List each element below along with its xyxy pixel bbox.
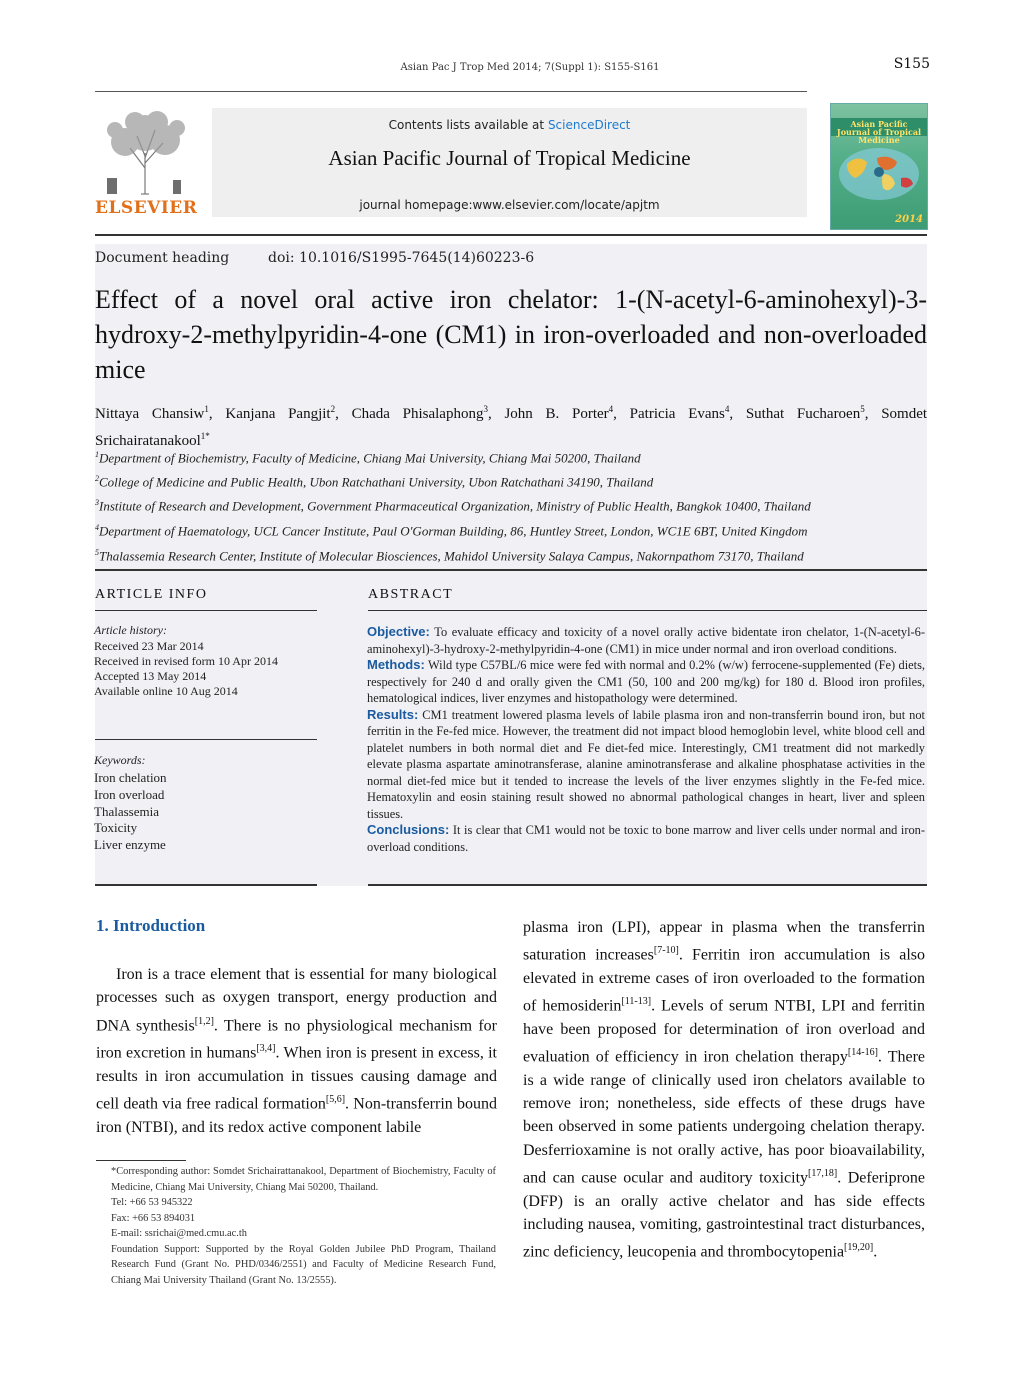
abstract-methods [367, 657, 925, 707]
affiliation [95, 474, 653, 490]
citation-ref[interactable]: [7-10] [653, 945, 679, 957]
intro-column-2 [523, 916, 925, 1264]
affiliation-text: Institute of Research and Development, Government Pharmaceutical Organization, Ministry of Public Health, Bangkok 10400, Thailand [99, 498, 811, 514]
author: Chada Phisalaphong [351, 406, 484, 422]
divider [95, 610, 317, 611]
citation-ref[interactable]: [1,2] [194, 1015, 214, 1027]
results-text: CM1 treatment lowered plasma levels of labile plasma iron and non-transferrin bound iron, but not ferritin in the Fe-fed mice. However, the treatment did not impact blood hemoglobin level, white blood cell and platelet numbers in both normal diet and Fe diet-fed mice. Interestingly, CM1 treatment did not markedly elevate plasma aspartate aminotransferase, alanine aminotransferase and alkaline phosphatase activities in the normal diet-fed mice but it tended to increase the levels of the liver enzymes slightly in the Fe-fed mice. Hematoxylin and eosin staining result showed no abnormal pathological changes in heart, liver and spleen tissues. [367, 707, 925, 821]
author: John B. Porter [504, 406, 609, 422]
doi[interactable]: doi: 10.1016/S1995-7645(14)60223-6 [268, 250, 535, 266]
affiliation-sup: 2 [95, 474, 99, 483]
keyword: Thalassemia [94, 804, 159, 819]
text-run: . Ferritin iron accumulation is also elevated in extreme cases of iron overloaded to the formation of hemosiderin [523, 946, 925, 1015]
email[interactable]: E-mail: ssrichai@med.cmu.ac.th [111, 1228, 247, 1239]
results-label: Results: [367, 706, 419, 722]
keyword: Liver enzyme [94, 837, 166, 852]
citation-ref[interactable]: [14-16] [847, 1047, 878, 1059]
author-sup: 1 [204, 404, 209, 414]
intro-column-1 [96, 963, 497, 1139]
divider [95, 569, 927, 571]
conclusions-label: Conclusions: [367, 822, 450, 837]
divider [95, 884, 317, 886]
affiliation [95, 450, 641, 466]
text-run: . When iron is present in excess, it results in iron accumulation in tissues causing damage and cell death via free radical formation [96, 1044, 497, 1113]
author: Patricia Evans [629, 406, 725, 422]
fax: Fax: +66 53 894031 [111, 1212, 196, 1224]
world-map-icon [837, 144, 921, 204]
divider [95, 91, 807, 92]
affiliation [95, 523, 807, 539]
text-run: . There is no physiological mechanism for iron excretion in humans [96, 1016, 498, 1062]
author: Somdet Srichairatanakool [95, 406, 928, 449]
abstract-results [367, 707, 925, 823]
author: Kanjana Pangjit [225, 406, 331, 422]
divider [95, 234, 927, 236]
elsevier-wordmark: ELSEVIER [95, 198, 198, 218]
journal-homepage[interactable]: journal homepage:www.elsevier.com/locate/apjtm [359, 198, 660, 212]
affiliation-text: Department of Haematology, UCL Cancer Institute, Paul O'Gorman Building, 86, Huntley Street, London, WC1E 6BT, United Kingdom [99, 523, 808, 539]
cover-year: 2014 [895, 214, 923, 225]
objective-label: Objective: [367, 624, 430, 639]
funding: Foundation Support: Supported by the Royal Golden Jubilee PhD Program, Thailand Research Fund (Grant No. PHD/0346/2551) and Faculty of Medicine Research Fund, Chiang Mai University Thailand (Grant No. 13/2555). [111, 1243, 496, 1286]
abstract-heading: ABSTRACT [368, 587, 454, 602]
methods-text: Wild type C57BL/6 mice were fed with normal and 0.2% (w/w) ferrocene-supplemented (Fe) diets, respectively for 240 d and orally given the CM1 (50, 100 and 200 mg/kg) for 180 d. Blood iron profiles, hematological indices, liver enzymes and histopathology were determined. [367, 658, 925, 705]
citation-ref[interactable]: [5,6] [325, 1094, 346, 1106]
keywords-label: Keywords: [94, 753, 146, 767]
article-info-heading: ARTICLE INFO [95, 587, 208, 602]
author-sup: 4 [608, 404, 614, 414]
history-label: Article history: [94, 623, 167, 637]
affiliation-sup: 5 [95, 548, 99, 557]
affiliation-sup: 1 [95, 450, 99, 459]
contents-prefix: Contents lists available at [388, 118, 548, 132]
affiliation-text: Thalassemia Research Center, Institute of Molecular Biosciences, Mahidol University Salaya Campus, Nakornpathom 73170, Thailand [99, 548, 804, 564]
text-run: . There is a wide range of clinically used iron chelators available to remove iron; nonetheless, side effects of these drugs have been observed in some patients undergoing chelation therapy. Desferrioxamine is not orally active, has poor bioavailability, and can cause ocular and auditory toxicity [523, 1048, 926, 1187]
text-run: plasma iron (LPI), appear in plasma when the transferrin saturation increases [523, 919, 925, 964]
contents-line [212, 118, 807, 132]
footnote-divider [96, 1160, 186, 1161]
article-title: Effect of a novel oral active iron chelator: 1-(N-acetyl-6-aminohexyl)-3-hydroxy-2-methylpyridin-4-one (CM1) in iron-overloaded and non-overloaded mice [95, 285, 927, 384]
affiliation [95, 498, 811, 514]
text-run: . Deferiprone (DFP) is an orally active chelator and has side effects including nausea, vomiting, gastrointestinal tract disturbances, zinc deficiency, leucopenia and thrombocytopenia [523, 1169, 925, 1261]
divider [95, 739, 317, 740]
cover-title: Asian Pacific Journal of Tropical Medicine [836, 119, 922, 145]
footnotes [96, 1164, 496, 1288]
text-run: . Non-transferrin bound iron (NTBI), and its redox active component labile [96, 1095, 498, 1136]
document-heading: Document heading [95, 250, 230, 266]
text-run: . Levels of serum NTBI, LPI and ferritin have been proposed for determination of iron overload and evaluation of efficiency in iron chelation therapy [523, 997, 926, 1066]
section-heading: 1. Introduction [96, 916, 206, 935]
author-sup: 5 [860, 404, 865, 414]
text-run: . [873, 1243, 878, 1261]
journal-banner [212, 108, 807, 217]
history-item: Received 23 Mar 2014 [94, 639, 204, 653]
keyword: Toxicity [94, 820, 138, 835]
keyword: Iron overload [94, 787, 165, 802]
divider [368, 610, 927, 611]
author: Suthat Fucharoen [745, 406, 861, 422]
sciencedirect-link[interactable]: ScienceDirect [547, 118, 631, 132]
history-item: Received in revised form 10 Apr 2014 [94, 654, 278, 668]
affiliation-sup: 3 [95, 498, 99, 507]
author-sup: 3 [483, 404, 488, 414]
abstract-body [367, 624, 925, 855]
abstract-objective [367, 624, 925, 657]
page-number: S155 [893, 56, 930, 72]
author-sup: 1* [200, 431, 210, 441]
author-list: Nittaya Chansiw$^1$, Kanjana Pangjit$^2$, Chada Phisalaphong$^3$, John B. Porter$^4$, Patricia Evans$^4$, Suthat Fucharoen$^5$, Somdet Srichairatanakool$^{1*}$ [95, 404, 928, 449]
divider [368, 884, 927, 886]
history-item: Available online 10 Aug 2014 [94, 684, 238, 698]
text-run: Iron is a trace element that is essential for many biological processes such as oxygen transport, energy production and DNA synthesis [96, 966, 497, 1034]
objective-text: To evaluate efficacy and toxicity of a novel orally active bidentate iron chelator, 1-(N-acetyl-6-aminohexyl)-3-hydroxy-2-methylpyridin-4-one (CM1) in mice under normal and iron overload conditions. [367, 625, 925, 656]
author-sup: 4 [724, 404, 730, 414]
citation-ref[interactable]: [17,18] [808, 1167, 838, 1179]
author-sup: 2 [330, 404, 336, 414]
affiliation-text: College of Medicine and Public Health, Ubon Ratchathani University, Ubon Ratchathani 34190, Thailand [99, 474, 654, 490]
tel: Tel: +66 53 945322 [111, 1197, 193, 1208]
running-citation: Asian Pac J Trop Med 2014; 7(Suppl 1): S155-S161 [400, 62, 660, 73]
affiliation-sup: 4 [95, 523, 99, 532]
author: Nittaya Chansiw [95, 406, 205, 422]
journal-cover-image [830, 103, 928, 230]
affiliation [95, 548, 804, 564]
conclusions-text: It is clear that CM1 would not be toxic to bone marrow and liver cells under normal and iron-overload conditions. [367, 823, 925, 854]
corresponding-author: *Corresponding author: Somdet Srichairattanakool, Department of Biochemistry, Faculty of Medicine, Chiang Mai University, Chiang Mai 50200, Thailand. [111, 1166, 496, 1193]
citation-ref[interactable]: [11-13] [621, 996, 652, 1008]
journal-title: Asian Pacific Journal of Tropical Medicine [328, 146, 691, 170]
citation-ref[interactable]: [19,20] [844, 1242, 874, 1254]
abstract-conclusions [367, 822, 925, 855]
methods-label: Methods: [367, 657, 425, 672]
citation-ref[interactable]: [3,4] [256, 1043, 276, 1055]
keyword: Iron chelation [94, 770, 167, 785]
affiliation-text: Department of Biochemistry, Faculty of Medicine, Chiang Mai University, Chiang Mai 50200, Thailand [99, 450, 641, 466]
history-item: Accepted 13 May 2014 [94, 669, 207, 683]
